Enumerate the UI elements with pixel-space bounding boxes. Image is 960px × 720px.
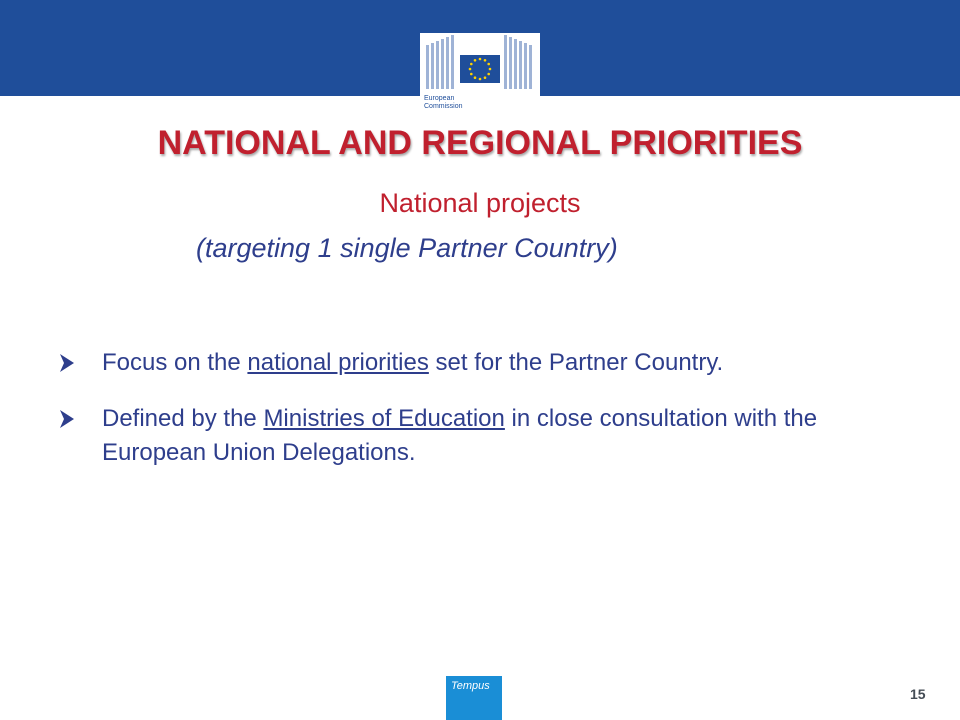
bullet-list [60,346,880,492]
bullet-text-after: in close consultation with the European Union Delegations. [102,405,818,466]
slide-subtitle-detail: (targeting 1 single Partner Country) [196,233,618,263]
tempus-logo [446,676,502,720]
page-number: 15 [910,686,926,702]
arrow-bullet-icon [54,402,82,436]
bullet-text-before: Defined by the [102,405,264,432]
bullet-text-before: Focus on the [102,349,248,376]
bullet-underlined-text: national priorities [247,349,429,376]
logo-text-line1: European [424,95,455,102]
arrow-bullet-icon [54,346,82,380]
bullet-item [60,346,880,380]
bullet-text-after: set for the Partner Country. [428,349,724,376]
logo-caption [424,95,484,111]
bullet-item [60,402,880,470]
european-commission-logo [420,33,540,121]
logo-text-line2: Commission [424,103,463,110]
bullet-underlined-text: Ministries of Education [263,405,505,432]
tempus-logo-text: Tempus [451,680,490,692]
slide-title: NATIONAL AND REGIONAL PRIORITIES [157,124,803,162]
slide-subtitle: National projects [379,188,581,218]
